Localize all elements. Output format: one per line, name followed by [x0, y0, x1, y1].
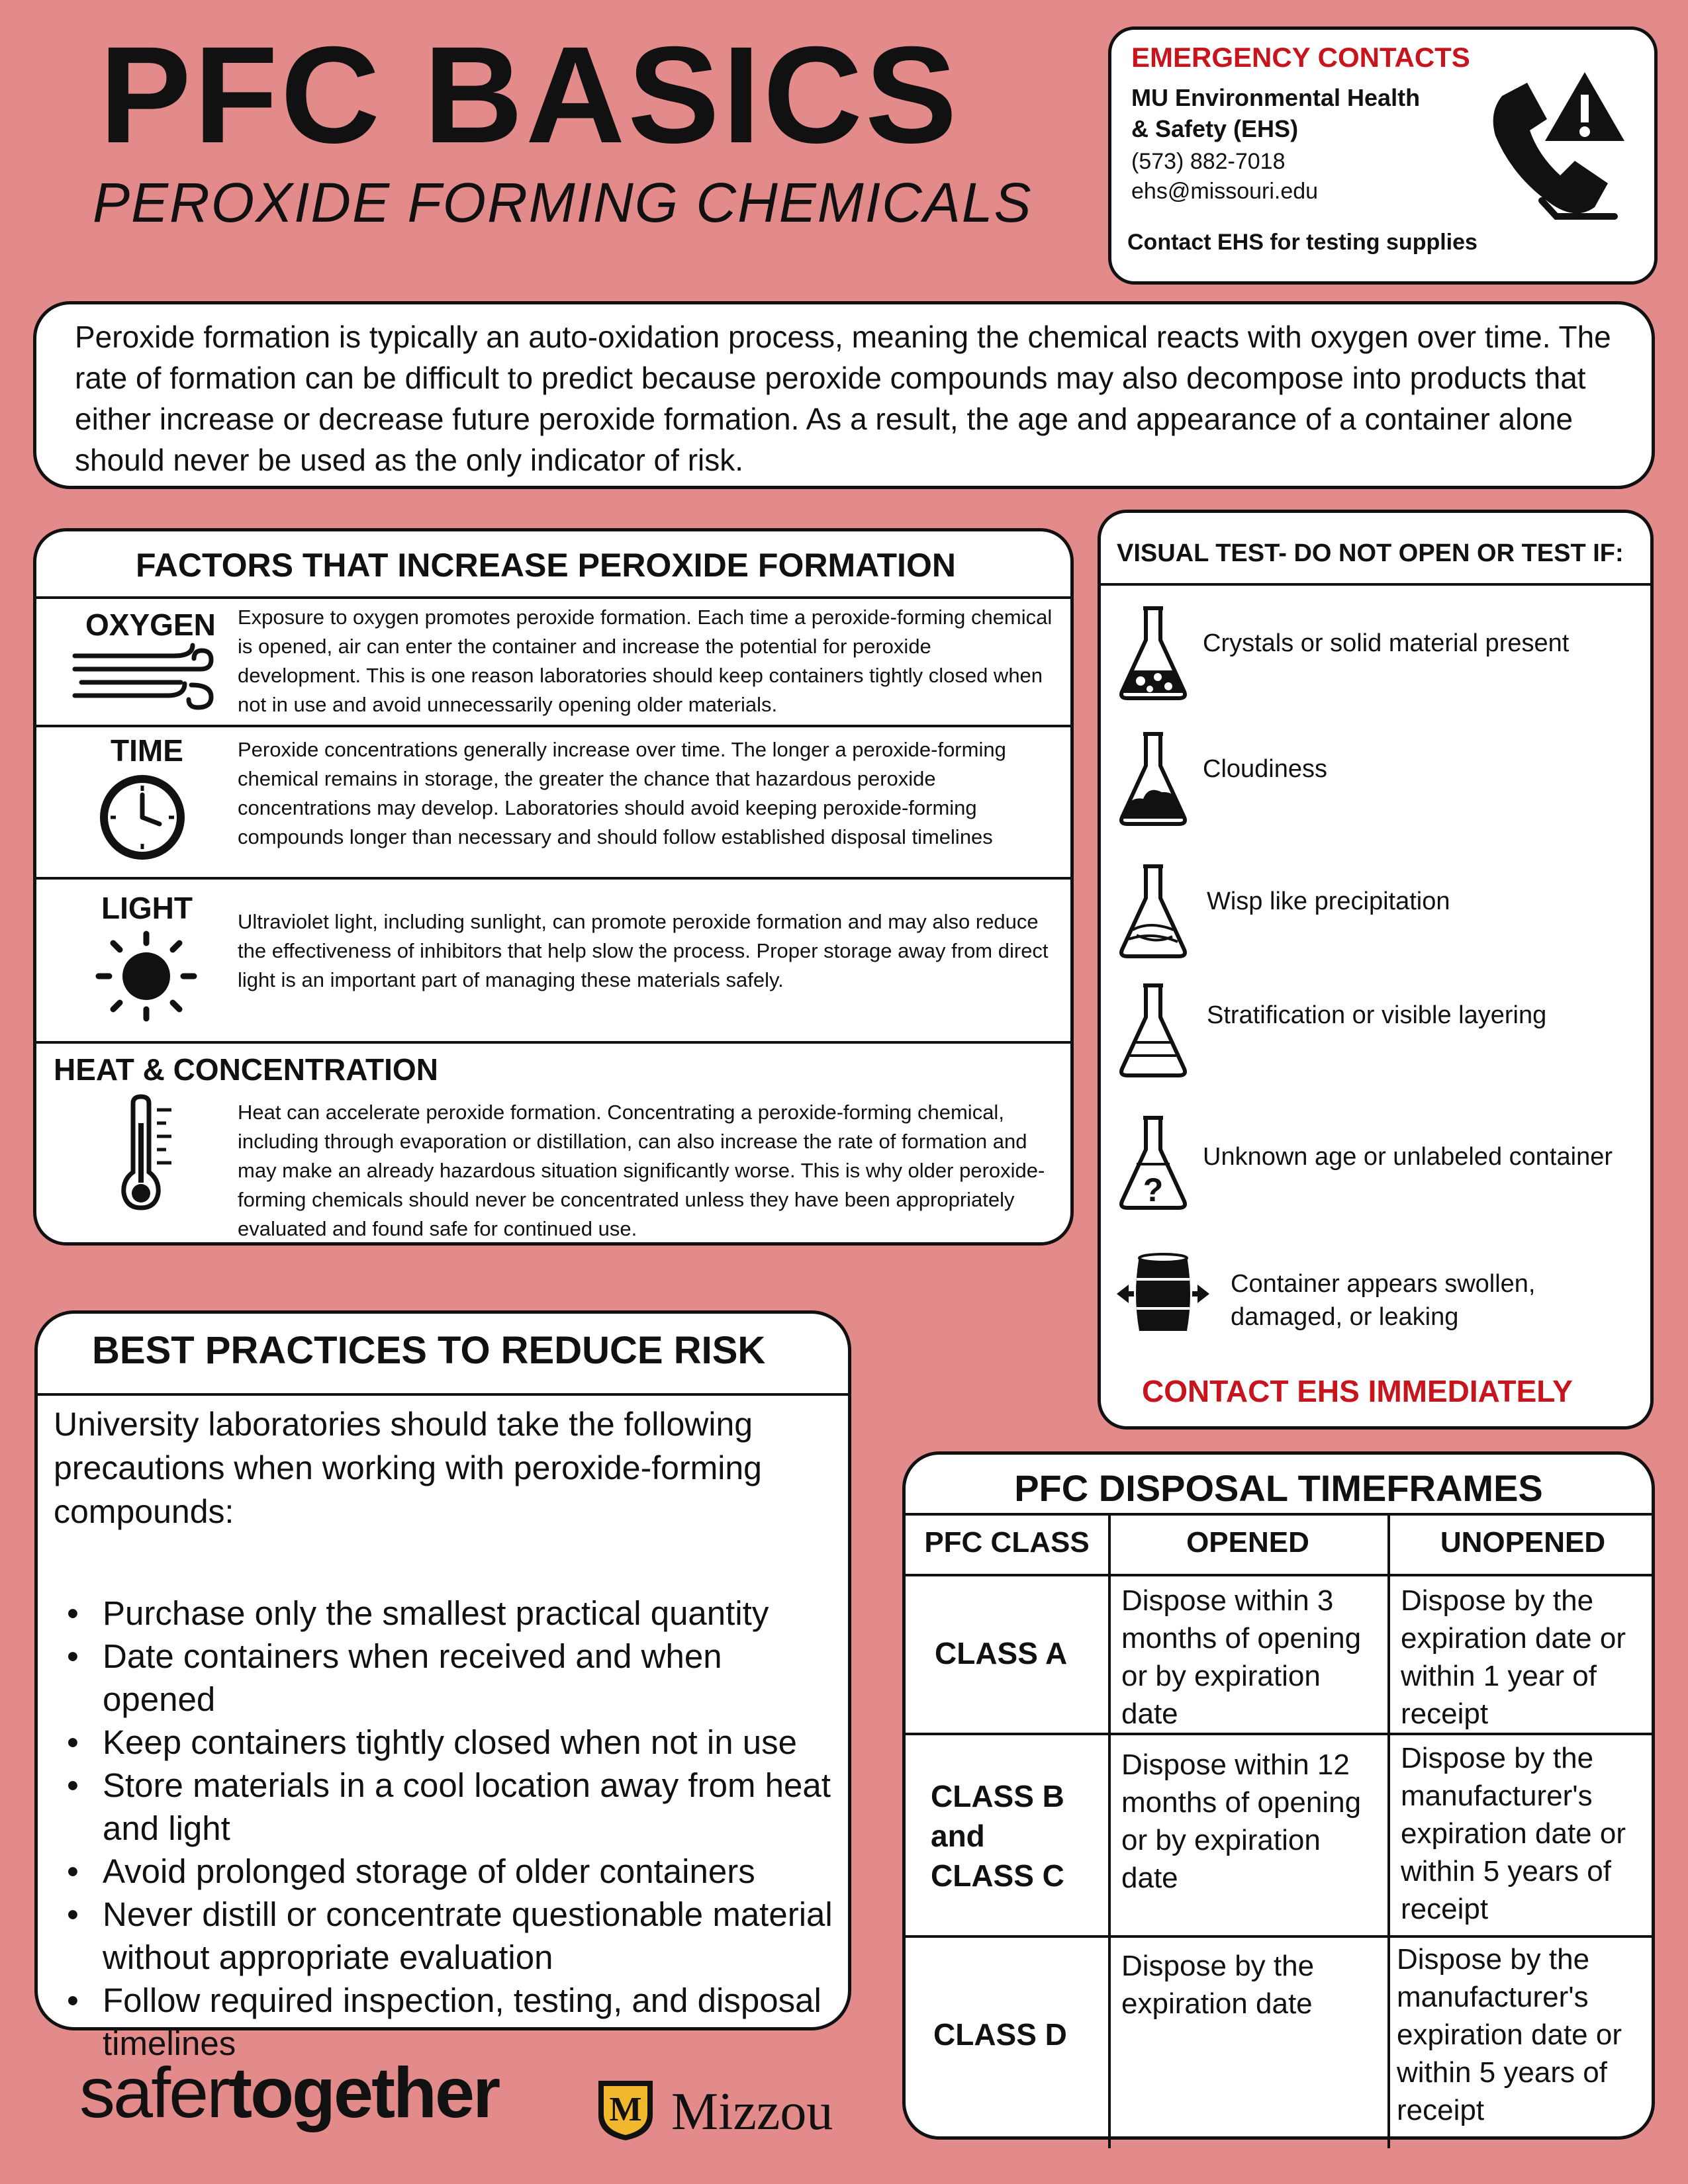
- header-pfc-class: PFC CLASS: [924, 1526, 1090, 1559]
- class-bc-line: CLASS B: [931, 1779, 1064, 1813]
- visual-item-unknown-text: Unknown age or unlabeled container: [1203, 1143, 1613, 1171]
- table-divider: [1108, 1513, 1111, 2148]
- svg-text:?: ?: [1143, 1171, 1164, 1208]
- best-practices-divider: [38, 1393, 848, 1396]
- emergency-heading: EMERGENCY CONTACTS: [1131, 42, 1470, 73]
- factor-light-text: Ultraviolet light, including sunlight, can promote peroxide formation and may also reduce the effectiveness of inhibitors that help slow the process. Proper storage away from direct light is an important part of managing these materials safely.: [238, 910, 1049, 991]
- class-d-line: CLASS D: [933, 2017, 1067, 2052]
- factor-light-row: [36, 877, 1070, 1044]
- class-bc-line: and: [931, 1819, 985, 1853]
- factor-time-text: Peroxide concentrations generally increase over time. The longer a peroxide-forming chemical remains in storage, the greater the chance that hazardous peroxide concentrations may develop. Laboratories should avoid keeping peroxide-forming compounds longer than necessary and should follow established disposal timelines: [238, 738, 1006, 848]
- best-practices-title: BEST PRACTICES TO REDUCE RISK: [92, 1329, 766, 1372]
- header-opened: OPENED: [1186, 1526, 1309, 1559]
- visual-item-layering-text: Stratification or visible layering: [1207, 1001, 1547, 1029]
- factor-time-row: [36, 725, 1070, 877]
- factor-heat-row: [36, 1041, 1070, 1251]
- visual-item-layering: [1117, 976, 1646, 1082]
- flask-crystals-icon: [1117, 599, 1190, 705]
- sun-icon: [95, 930, 198, 1023]
- safer-word: safer: [79, 2052, 229, 2132]
- flask-layers-icon: [1117, 976, 1190, 1082]
- factor-oxygen-row: [36, 596, 1070, 725]
- flask-wisp-icon: [1117, 857, 1190, 963]
- emergency-footer: Contact EHS for testing supplies: [1127, 230, 1477, 255]
- class-bc: [931, 1776, 1064, 1895]
- emergency-contacts-card: [1108, 26, 1658, 285]
- visual-item-wisp: [1117, 857, 1646, 963]
- page-title: PFC BASICS: [99, 19, 960, 172]
- class-a-line: CLASS A: [935, 1636, 1068, 1670]
- visual-item-swollen-text2: damaged, or leaking: [1231, 1303, 1459, 1331]
- visual-item-cloudiness-text: Cloudiness: [1203, 755, 1327, 783]
- class-bc-line: CLASS C: [931, 1858, 1064, 1893]
- wind-icon: [75, 647, 214, 707]
- intro-text: Peroxide formation is typically an auto-oxidation process, meaning the chemical reacts with oxygen over time. The rate of formation can be difficult to predict because peroxide compounds may also decompose into products that either increase or decrease future peroxide formation. As a result, the age and appearance of a container alone should never be used as the only indicator of risk.: [33, 301, 1655, 489]
- clock-icon: [96, 771, 189, 864]
- visual-test-card: [1098, 510, 1654, 1430]
- table-divider: [906, 1513, 1652, 1516]
- emergency-email[interactable]: ehs@missouri.edu: [1131, 178, 1319, 204]
- disposal-title: PFC DISPOSAL TIMEFRAMES: [1014, 1467, 1543, 1509]
- class-bc-opened: Dispose within 12 months of opening or by expiration date: [1121, 1749, 1362, 1894]
- mizzou-logo: [596, 2078, 833, 2145]
- class-d-opened: Dispose by the expiration date: [1121, 1950, 1315, 2020]
- factor-light-label: LIGHT: [101, 891, 193, 925]
- visual-item-cloudiness: [1117, 725, 1646, 831]
- list-item: • Avoid prolonged storage of older containers: [54, 1850, 835, 1893]
- swollen-drum-icon: [1117, 1248, 1209, 1340]
- factors-card: [33, 528, 1074, 1246]
- visual-item-unknown: [1117, 1109, 1646, 1214]
- mizzou-shield-icon: [596, 2078, 655, 2142]
- factor-heat-label: HEAT & CONCENTRATION: [54, 1052, 438, 1087]
- together-word: together: [228, 2052, 499, 2132]
- header-unopened: UNOPENED: [1440, 1526, 1606, 1559]
- emergency-org-line2: & Safety (EHS): [1131, 114, 1299, 142]
- visual-item-wisp-text: Wisp like precipitation: [1207, 887, 1450, 915]
- mizzou-wordmark: Mizzou: [671, 2083, 833, 2141]
- disposal-table-card: [902, 1451, 1655, 2140]
- list-item: • Follow required inspection, testing, and disposal timelines: [54, 1979, 835, 2065]
- page-subtitle: PEROXIDE FORMING CHEMICALS: [93, 171, 1033, 234]
- visual-test-contact: CONTACT EHS IMMEDIATELY: [1142, 1374, 1573, 1408]
- class-d: [933, 2015, 1067, 2054]
- visual-test-divider: [1101, 583, 1650, 586]
- visual-item-crystals-text: Crystals or solid material present: [1203, 629, 1570, 657]
- visual-item-crystals: [1117, 599, 1646, 705]
- class-a-unopened: Dispose by the expiration date or within 1 year of receipt: [1401, 1584, 1626, 1730]
- list-item: • Never distill or concentrate questionable material without appropriate evaluation: [54, 1893, 835, 1979]
- best-practices-intro: University laboratories should take the following precautions when working with peroxide-forming compounds:: [54, 1406, 762, 1530]
- class-bc-unopened: Dispose by the manufacturer's expiration date or within 5 years of receipt: [1401, 1742, 1626, 1925]
- factor-oxygen-text: Exposure to oxygen promotes peroxide formation. Each time a peroxide-forming chemical is opened, air can enter the container and increase the potential for peroxide development. This is one reason laboratories should keep containers tightly closed when not in use and avoid unnecessarily opening older materials.: [238, 606, 1053, 716]
- factor-time-label: TIME: [111, 733, 183, 768]
- list-item: • Purchase only the smallest practical quantity: [54, 1592, 835, 1635]
- list-item: • Date containers when received and when opened: [54, 1635, 835, 1721]
- factor-heat-text: Heat can accelerate peroxide formation. Concentrating a peroxide-forming chemical, including through evaporation or distillation, can also increase the rate of formation and may make an already hazardous situation significantly worse. This is why older peroxide-forming chemicals should never be concentrated unless they have been appropriately evaluated and found safe for continued use.: [238, 1101, 1045, 1240]
- table-divider: [906, 1574, 1652, 1576]
- phone-warning-icon: [1476, 69, 1628, 228]
- list-item: • Keep containers tightly closed when not in use: [54, 1721, 835, 1764]
- mizzou-mark: M: [609, 2091, 642, 2128]
- flask-cloudy-icon: [1117, 725, 1190, 831]
- emergency-org-line1: MU Environmental Health: [1131, 84, 1421, 111]
- table-divider: [1387, 1513, 1390, 2148]
- thermometer-icon: [120, 1097, 179, 1209]
- table-divider: [906, 1935, 1652, 1938]
- class-d-unopened: Dispose by the manufacturer's expiration date or within 5 years of receipt: [1397, 1943, 1622, 2126]
- class-a: [935, 1633, 1067, 1673]
- class-a-opened: Dispose within 3 months of opening or by expiration date: [1121, 1584, 1362, 1730]
- emergency-org: [1131, 83, 1462, 145]
- factors-title: FACTORS THAT INCREASE PEROXIDE FORMATION: [136, 547, 956, 584]
- flask-question-icon: [1117, 1109, 1190, 1214]
- visual-item-swollen-text1: Container appears swollen,: [1231, 1270, 1536, 1298]
- list-item: • Store materials in a cool location away from heat and light: [54, 1764, 835, 1850]
- factor-oxygen-label: OXYGEN: [85, 608, 216, 642]
- visual-item-swollen: [1117, 1248, 1646, 1367]
- safer-together-logo: [79, 2052, 499, 2132]
- emergency-phone[interactable]: (573) 882-7018: [1131, 148, 1286, 174]
- best-practices-card: [34, 1310, 851, 2062]
- table-divider: [906, 1733, 1652, 1735]
- best-practices-list: [54, 1592, 835, 2065]
- visual-test-title: VISUAL TEST- DO NOT OPEN OR TEST IF:: [1117, 539, 1624, 567]
